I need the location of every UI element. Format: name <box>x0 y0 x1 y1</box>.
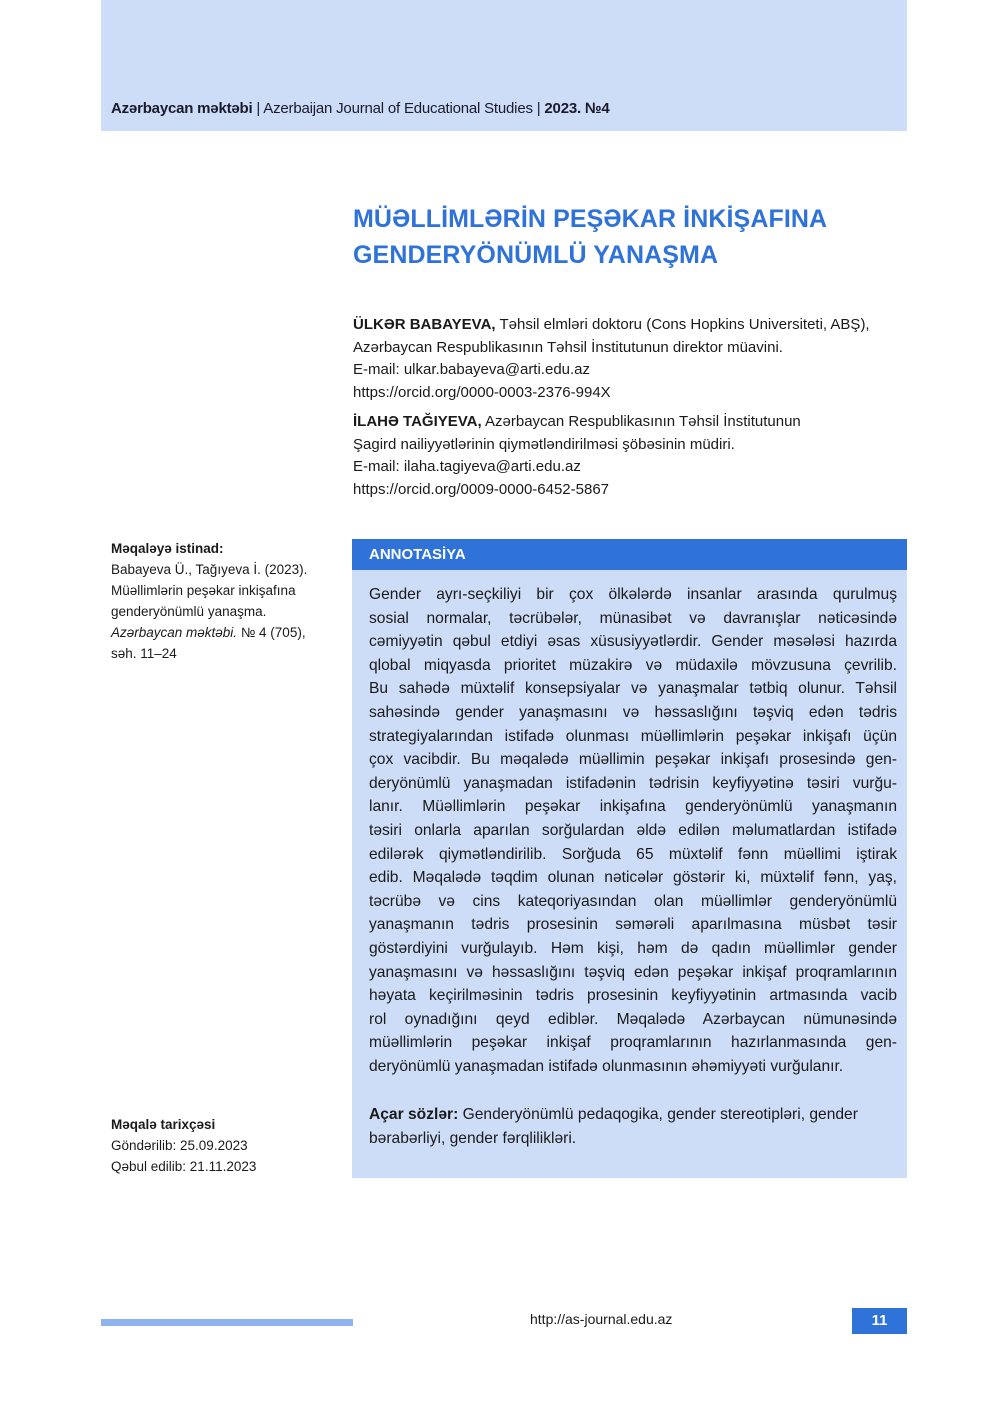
author-email[interactable]: E-mail: ilaha.tagiyeva@arti.edu.az <box>353 458 581 475</box>
abstract-line: sosial normalar, təcrübələr, münasibət və davranışlar nəticəsində <box>369 609 897 627</box>
abstract-line: strategiyalarından istifadə olunması müəllimlərin peşəkar inkişafı üçün <box>369 727 897 745</box>
abstract-line: müəllimlərin peşəkar inkişaf proqramlarının hazırlanmasında gen- <box>369 1034 897 1052</box>
authors-section <box>353 314 913 508</box>
abstract-line: Gender ayrı-seçkiliyi bir çox ölkələrdə insanlar arasında qurulmuş <box>369 586 897 603</box>
page-number: 11 <box>852 1308 907 1334</box>
author-line <box>353 314 913 337</box>
abstract-line: edib. Məqalədə təqdim olunan nəticələr göstərir ki, müxtəlif fənn, yaş, <box>369 869 897 887</box>
abstract-line: yanaşmanın tədris prosesinin səmərəli aparılmasına müsbət təsir <box>369 916 897 934</box>
abstract-heading: ANNOTASİYA <box>352 539 907 570</box>
footer-bar <box>101 1319 353 1326</box>
author-orcid[interactable]: https://orcid.org/0000-0003-2376-994X <box>353 383 611 401</box>
author-affiliation: Şagird nailiyyətlərinin qiymətləndirilməsi şöbəsinin müdiri. <box>353 435 735 453</box>
author-affiliation: Təhsil elmləri doktoru (Cons Hopkins Universiteti, ABŞ), <box>495 316 870 333</box>
header-band <box>101 0 907 131</box>
abstract-line: deryönümlü yanaşmadan istifadənin tədrisin keyfiyyətinə təsiri vurğu- <box>369 774 897 792</box>
citation-line: Babayeva Ü., Tağıyeva İ. (2023). <box>111 562 308 577</box>
abstract-text <box>369 583 897 1078</box>
keywords-text: bərabərliyi, gender fərqlilikləri. <box>369 1129 577 1147</box>
abstract-line: həyata keçirilməsinin tədris prosesinin keyfiyyətinin artmasında vacib <box>369 987 897 1005</box>
author-orcid[interactable]: https://orcid.org/0009-0000-6452-5867 <box>353 480 610 498</box>
running-head-separator: | <box>532 100 545 117</box>
author-block <box>353 411 913 501</box>
author-affiliation: Azərbaycan Respublikasının Təhsil İnstitutunun direktor müavini. <box>353 338 783 356</box>
keywords-label: Açar sözlər: <box>369 1106 459 1123</box>
author-block <box>353 314 913 404</box>
citation-journal: Azərbaycan məktəbi. <box>111 625 238 640</box>
abstract-line: sahəsində gender yanaşmasını və həssaslığını təşviq edən tədris <box>369 703 897 721</box>
citation-line: Müəllimlərin peşəkar inkişafına <box>111 583 296 598</box>
abstract-box <box>352 539 907 1178</box>
keywords-line <box>369 1103 897 1127</box>
abstract-line: təsiri onlarla aparılan sorğulardan əldə edilən məlumatlardan istifadə <box>369 821 897 839</box>
author-line <box>353 411 913 434</box>
abstract-line: qlobal miqyasda prioritet müzakirə və müdaxilə mövzusuna çevrilib. <box>369 656 897 674</box>
abstract-line: deryönümlü yanaşmadan istifadə olunmasının əhəmiyyəti vurğulanır. <box>369 1057 844 1075</box>
footer-url[interactable]: http://as-journal.edu.az <box>530 1311 673 1327</box>
citation-line: genderyönümlü yanaşma. <box>111 604 267 619</box>
journal-name-az: Azərbaycan məktəbi <box>111 100 253 117</box>
article-history <box>111 1114 311 1177</box>
abstract-line: edilərək qiymətləndirilib. Sorğuda 65 müxtəlif fənn müəllimi iştirak <box>369 845 897 863</box>
title-line: MÜƏLLİMLƏRİN PEŞƏKAR İNKİŞAFINA <box>353 205 828 233</box>
citation-line <box>111 622 311 643</box>
citation-issue: № 4 (705), <box>237 625 306 640</box>
citation-heading: Məqaləyə istinad: <box>111 541 224 556</box>
issue-number: 2023. №4 <box>544 100 610 117</box>
author-affiliation: Azərbaycan Respublikasının Təhsil İnstitutunun <box>481 413 801 430</box>
abstract-line: göstərdiyini vurğulayıb. Həm kişi, həm də qadın müəllimlər gender <box>369 939 897 957</box>
keywords-text: Genderyönümlü pedaqogika, gender stereotipləri, gender <box>458 1106 858 1123</box>
abstract-line: Bu sahədə müxtəlif konsepsiyalar və yanaşmalar tətbiq olunur. Təhsil <box>369 680 897 698</box>
abstract-line: lanır. Müəllimlərin peşəkar inkişafına genderyönümlü yanaşmanın <box>369 798 897 816</box>
abstract-line: yanaşmasını və həssaslığını təşviq edən peşəkar inkişaf proqramlarının <box>369 963 897 981</box>
author-name: İLAHƏ TAĞIYEVA, <box>353 413 482 430</box>
abstract-line: cəmiyyətin qəbul etdiyi əsas xüsusiyyətlərdir. Gender məsələsi hazırda <box>369 633 897 651</box>
citation-pages: səh. 11–24 <box>111 646 177 661</box>
citation-sidebar <box>111 538 311 664</box>
author-email[interactable]: E-mail: ulkar.babayeva@arti.edu.az <box>353 361 591 378</box>
submitted-date: Göndərilib: 25.09.2023 <box>111 1138 248 1153</box>
abstract-line: çox vacibdir. Bu məqalədə müəllimin peşəkar inkişafı prosesində gen- <box>369 751 897 769</box>
running-head-separator: | <box>252 100 264 117</box>
abstract-line: rol oynadığını qeyd ediblər. Məqalədə Azərbaycan nümunəsində <box>369 1010 897 1028</box>
title-line: GENDERYÖNÜMLÜ YANAŞMA <box>353 241 719 269</box>
keywords <box>369 1103 897 1150</box>
history-heading: Məqalə tarixçəsi <box>111 1117 216 1132</box>
author-name: ÜLKƏR BABAYEVA, <box>353 316 496 333</box>
abstract-line: təcrübə və cins kateqoriyasından olan müəllimlər genderyönümlü <box>369 892 897 910</box>
running-head <box>111 100 610 117</box>
journal-name-en: Azerbaijan Journal of Educational Studies <box>263 100 533 117</box>
article-title <box>353 201 907 273</box>
accepted-date: Qəbul edilib: 21.11.2023 <box>111 1159 257 1174</box>
